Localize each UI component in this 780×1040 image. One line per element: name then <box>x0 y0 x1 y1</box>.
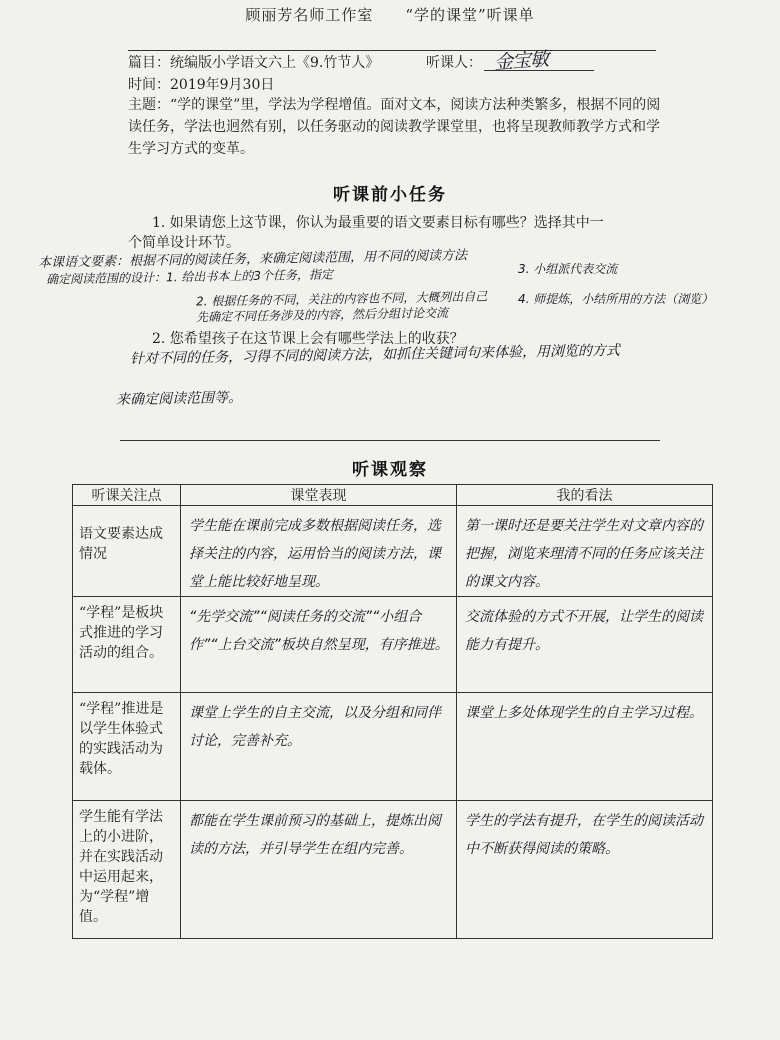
answer-1-line-3: 2. 根据任务的不同，关注的内容也不同，大概列出自己 <box>195 289 488 309</box>
question-1-cont: 个简单设计环节。 <box>128 235 240 251</box>
listener-label: 听课人： <box>426 55 482 71</box>
observation-table <box>72 484 713 939</box>
column-header: 课堂表现 <box>181 485 457 506</box>
opinion-cell: 交流体验的方式不开展，让学生的阅读能力有提升。 <box>457 597 713 693</box>
table-row <box>73 506 713 597</box>
performance-cell: 都能在学生课前预习的基础上，提炼出阅读的方法，并引导学生在组内完善。 <box>181 801 457 939</box>
header-rule <box>128 50 656 51</box>
section-title-pre-task: 听课前小任务 <box>333 185 447 205</box>
answer-1-line-1: 本课语文要素：根据不同的阅读任务，来确定阅读范围，用不同的阅读方法 <box>37 248 468 271</box>
opinion-cell: 第一课时还是要关注学生对文章内容的把握，浏览来理清不同的任务应该关注的课文内容。 <box>457 506 713 597</box>
section-divider <box>120 440 660 441</box>
focus-cell: 语文要素达成情况 <box>73 506 181 597</box>
opinion-cell: 学生的学法有提升，在学生的阅读活动中不断获得阅读的策略。 <box>457 801 713 939</box>
performance-cell: 课堂上学生的自主交流，以及分组和同伴讨论，完善补充。 <box>181 693 457 801</box>
answer-1-line-2: 确定阅读范围的设计：1. 给出书本上的3个任务，指定 <box>45 267 334 287</box>
document-header: 顾丽芳名师工作室 “学的课堂”听课单 <box>245 6 535 24</box>
listener-signature: 金宝敏 <box>493 48 549 74</box>
theme-paragraph: 主题：“学的课堂”里，学法为学程增值。面对文本，阅读方法种类繁多，根据不同的阅读任务，学法也迥然有别，以任务驱动的阅读教学课堂里，也将呈现教师教学方式和学生学习方式的变革。 <box>128 97 661 157</box>
table-header-row <box>73 485 713 506</box>
focus-cell: “学程”是板块式推进的学习活动的组合。 <box>73 597 181 693</box>
column-header: 听课关注点 <box>73 485 181 506</box>
table-row <box>73 693 713 801</box>
lesson-title: 篇目：统编版小学语文六上《9.竹节人》 <box>128 55 380 71</box>
answer-1-item-4: 4. 师提炼，小结所用的方法（浏览） <box>518 292 714 306</box>
answer-1-line-4: 先确定不同任务涉及的内容，然后分组讨论交流 <box>195 305 449 325</box>
opinion-cell: 课堂上多处体现学生的自主学习过程。 <box>457 693 713 801</box>
focus-cell: 学生能有学法上的小进阶，并在实践活动中运用起来，为“学程”增值。 <box>73 801 181 939</box>
focus-cell: “学程”推进是以学生体验式的实践活动为载体。 <box>73 693 181 801</box>
table-row <box>73 801 713 939</box>
answer-1-item-3: 3. 小组派代表交流 <box>518 262 618 276</box>
question-2: 2. 您希望孩子在这节课上会有哪些学法上的收获？ <box>152 331 464 347</box>
column-header: 我的看法 <box>457 485 713 506</box>
section-title-observation: 听课观察 <box>352 460 428 480</box>
table-row <box>73 597 713 693</box>
answer-2-line-1: 针对不同的任务，习得不同的阅读方法，如抓住关键词句来体验，用浏览的方式 <box>129 342 621 368</box>
answer-2-line-2: 来确定阅读范围等。 <box>115 389 243 409</box>
performance-cell: 学生能在课前完成多数根据阅读任务，选择关注的内容，运用恰当的阅读方法，课堂上能比较好地呈现。 <box>181 506 457 597</box>
performance-cell: “先学交流”“阅读任务的交流”“小组合作”“上台交流”板块自然呈现，有序推进。 <box>181 597 457 693</box>
question-1: 1. 如果请您上这节课，你认为最重要的语文要素目标有哪些？选择其中一 <box>152 215 604 231</box>
lesson-date: 时间：2019年9月30日 <box>128 77 275 93</box>
